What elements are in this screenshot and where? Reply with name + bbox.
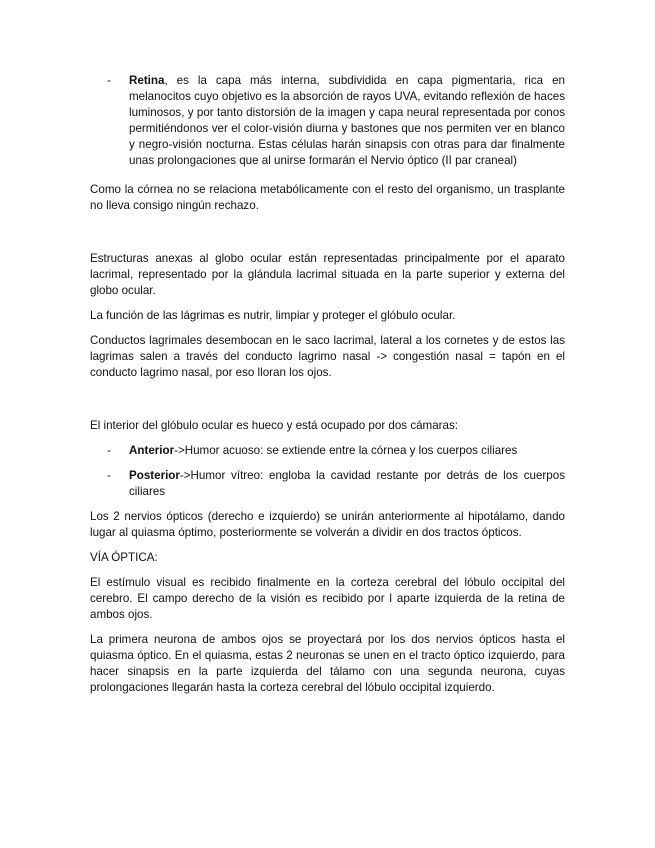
list-item-anterior	[90, 443, 565, 459]
retina-description: , es la capa más interna, subdividida en capa pigmentaria, rica en melanocitos cuyo objetivo es la absorción de rayos UVA, evitando reflexión de haces luminosos, y por tanto distorsión de la imagen y capa neural representada por conos permitiéndonos ver el color-visión diurna y bastones que nos permiten ver en blanco y negro-visión nocturna. Estas células harán sinapsis con otras para dar finalmente unas prolongaciones que al unirse formarán el Nervio óptico (II par craneal)	[129, 74, 565, 167]
paragraph-anexas: Estructuras anexas al globo ocular están representadas principalmente por el aparato lacrimal, representado por la glándula lacrimal situada en la parte superior y externa del globo ocular.	[90, 252, 565, 297]
paragraph-primera-neurona: La primera neurona de ambos ojos se proyectará por los dos nervios ópticos hasta el quiasma óptico. En el quiasma, estas 2 neuronas se unen en el tracto óptico izquierdo, para hacer sinapsis en la parte izquierda del tálamo con una segunda neurona, cuyas prolongaciones llegarán hasta la corteza cerebral del lóbulo occipital izquierdo.	[90, 633, 565, 694]
paragraph-cornea: Como la córnea no se relaciona metabólicamente con el resto del organismo, un trasplante no lleva consigo ningún rechazo.	[90, 183, 565, 212]
list-dash: -	[107, 469, 111, 482]
list-item-posterior	[90, 468, 565, 500]
posterior-description: ->Humor vítreo: engloba la cavidad restante por detrás de los cuerpos ciliares	[129, 469, 565, 498]
anterior-description: ->Humor acuoso: se extiende entre la córnea y los cuerpos ciliares	[174, 444, 518, 457]
term-retina: Retina	[129, 74, 165, 87]
paragraph-nervios-opticos: Los 2 nervios ópticos (derecho e izquierdo) se unirán anteriormente al hipotálamo, dando lugar al quiasma óptimo, posteriormente se volverán a dividir en dos tractos ópticos.	[90, 510, 565, 539]
paragraph-lagrimas: La función de las lágrimas es nutrir, limpiar y proteger el glóbulo ocular.	[90, 309, 456, 322]
heading-via-optica: VÍA ÓPTICA:	[90, 551, 158, 564]
term-anterior: Anterior	[129, 444, 175, 457]
document-page	[90, 73, 565, 696]
term-posterior: Posterior	[129, 469, 180, 482]
list-dash: -	[107, 74, 111, 87]
paragraph-estimulo-visual: El estímulo visual es recibido finalmente en la corteza cerebral del lóbulo occipital del cerebro. El campo derecho de la visión es recibido por l aparte izquierda de la retina de ambos ojos.	[90, 576, 565, 621]
list-item-retina	[90, 73, 565, 169]
list-dash: -	[107, 444, 111, 457]
paragraph-conductos: Conductos lagrimales desembocan en le saco lacrimal, lateral a los cornetes y de estos las lagrimas salen a través del conducto lagrimo nasal -> congestión nasal = tapón en el conducto lagrimo nasal, por eso lloran los ojos.	[90, 334, 565, 379]
paragraph-interior-intro: El interior del glóbulo ocular es hueco y está ocupado por dos cámaras:	[90, 419, 458, 432]
